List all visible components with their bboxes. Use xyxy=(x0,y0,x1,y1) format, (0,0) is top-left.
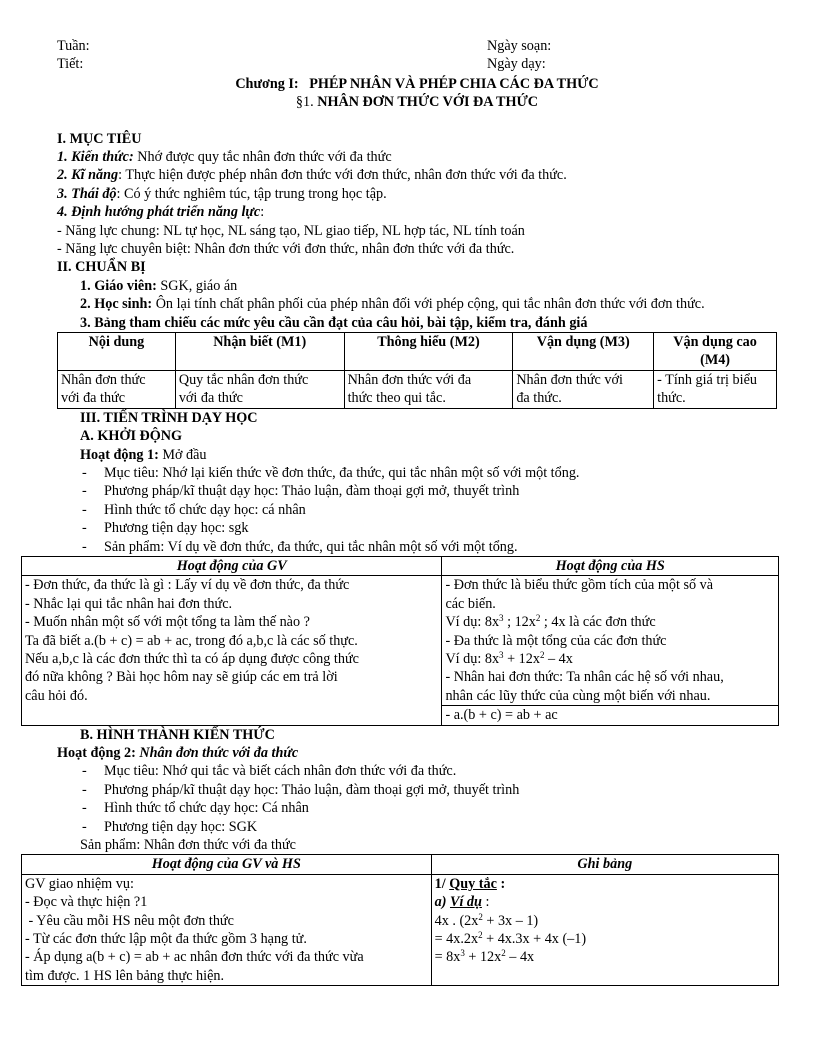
list-item-text: Hình thức tổ chức dạy học: Cá nhân xyxy=(104,800,309,817)
monomial-example xyxy=(445,613,775,631)
teacher-label: 1. Giáo viên: xyxy=(80,277,157,294)
math-text: Ví dụ: 8x xyxy=(445,614,500,631)
exponent: 2 xyxy=(478,930,483,941)
ref-table-title: 3. Bảng tham chiếu các mức yêu cầu cần đạt của câu hỏi, bài tập, kiểm tra, đánh giá xyxy=(80,314,588,331)
cell-line: - Đơn thức là biểu thức gồm tích của một số và xyxy=(445,577,713,594)
table-header-cell: Hoạt động của GV xyxy=(22,556,442,575)
reference-table xyxy=(57,332,777,409)
table-header-cell: Thông hiểu (M2) xyxy=(344,333,513,371)
table-cell xyxy=(22,874,432,985)
chapter-prefix: Chương I: xyxy=(235,75,299,92)
objectives-heading: I. MỤC TIÊU xyxy=(57,130,142,147)
example-letter: a) xyxy=(434,894,450,911)
cell-line: - Yêu cầu mỗi HS nêu một đơn thức xyxy=(25,912,234,929)
competence-label: 4. Định hướng phát triển năng lực xyxy=(57,204,261,221)
chapter-title xyxy=(57,75,777,93)
cell-line: các biến. xyxy=(445,595,496,612)
math-text: = 8x xyxy=(434,949,461,966)
cell-line: - a.(b + c) = ab + ac xyxy=(445,707,558,724)
cell-line: - Nhân hai đơn thức: Ta nhân các hệ số với nhau, xyxy=(445,669,724,686)
lesson-name: NHÂN ĐƠN THỨC VỚI ĐA THỨC xyxy=(317,94,539,111)
activity-2-title xyxy=(57,744,777,762)
table-header-row xyxy=(22,556,779,575)
table-cell xyxy=(175,370,344,408)
attitude-label: 3. Thái độ xyxy=(57,185,117,202)
table-cell xyxy=(513,370,654,408)
table-header-row xyxy=(22,855,779,874)
list-item: - Phương tiện dạy học: SGK xyxy=(82,818,258,835)
math-text: + 12x xyxy=(464,949,502,966)
rule-heading xyxy=(435,875,775,893)
knowledge-label: 1. Kiến thức: xyxy=(57,149,134,165)
competence-text: : xyxy=(260,204,265,221)
table-row xyxy=(22,874,779,985)
list-item: - Phương tiện dạy học: sgk xyxy=(82,520,249,537)
table-cell xyxy=(344,370,513,408)
student-label: 2. Học sinh: xyxy=(80,296,153,313)
list-item-text: Phương pháp/kĩ thuật dạy học: Thảo luận, đàm thoại gợi mở, thuyết trình xyxy=(104,781,520,798)
activity-2-label: Hoạt động 2: xyxy=(57,745,136,761)
cell-line: - Nhắc lại qui tắc nhân hai đơn thức. xyxy=(25,595,233,612)
competence-general: - Năng lực chung: NL tự học, NL sáng tạo, NL giao tiếp, NL hợp tác, NL tính toán xyxy=(57,222,525,239)
math-line-3 xyxy=(435,948,775,966)
preparation-heading: II. CHUẨN BỊ xyxy=(57,259,146,276)
table-header-cell: Vận dụng cao (M4) xyxy=(654,333,777,371)
section-b-heading: B. HÌNH THÀNH KIẾN THỨC xyxy=(80,726,275,743)
table-cell xyxy=(654,370,777,408)
table-row xyxy=(58,370,777,408)
cell-line: đa thức. xyxy=(516,390,562,407)
list-item: - Hình thức tổ chức dạy học: Cá nhân xyxy=(82,800,309,817)
example-colon: : xyxy=(481,894,490,911)
knowledge-text: Nhớ được quy tắc nhân đơn thức với đa thức xyxy=(133,149,392,165)
math-text: – 4x xyxy=(544,650,573,667)
cell-line: Nếu a,b,c là các đơn thức thì ta có áp dụng được công thức xyxy=(25,650,359,667)
cell-line: nhân các lũy thức của cùng một biến với nhau. xyxy=(445,687,711,704)
lesson-title xyxy=(57,93,777,111)
cell-line: thức theo qui tắc. xyxy=(347,390,446,407)
cell-line: Quy tắc nhân đơn thức xyxy=(178,371,309,388)
list-item: - Mục tiêu: Nhớ lại kiến thức về đơn thức, đa thức, qui tắc nhân một số với một tổng. xyxy=(82,464,580,481)
table-header-cell: Nhận biết (M1) xyxy=(175,333,344,371)
math-text: Ví dụ: 8x xyxy=(445,650,500,667)
exponent: 2 xyxy=(535,613,541,624)
cell-line: với đa thức xyxy=(178,390,243,407)
table-cell xyxy=(58,370,176,408)
cell-line: - Đọc và thực hiện ?1 xyxy=(25,894,148,911)
example-label: Ví dụ xyxy=(449,894,482,911)
table-header-cell: Vận dụng (M3) xyxy=(513,333,654,371)
activity-1-title xyxy=(57,446,777,464)
skills-label: 2. Kĩ năng xyxy=(57,167,119,184)
process-heading: III. TIẾN TRÌNH DẠY HỌC xyxy=(80,409,258,426)
exponent: 2 xyxy=(539,649,545,660)
example-heading xyxy=(435,893,775,911)
rule-colon: : xyxy=(496,875,506,892)
math-line-2 xyxy=(435,930,775,948)
lesson-prefix: §1. xyxy=(295,94,314,111)
list-item-text: Phương tiện dạy học: sgk xyxy=(104,520,249,537)
math-text: + 12x xyxy=(503,650,540,667)
cell-line: - Từ các đơn thức lập một đa thức gồm 3 hạng tử. xyxy=(25,931,307,948)
header-row-2 xyxy=(57,56,777,74)
prep-date-label: Ngày soạn: xyxy=(487,38,552,54)
math-text: = 4x.2x xyxy=(434,931,479,948)
teacher-text: SGK, giáo án xyxy=(156,277,238,294)
rule-number: 1/ xyxy=(434,875,450,892)
math-text: + 4x.3x + 4x (–1) xyxy=(482,931,587,948)
table-cell xyxy=(442,576,779,725)
cell-line: Nhân đơn thức với xyxy=(516,371,623,388)
table-header-row xyxy=(58,333,777,371)
attitude-line xyxy=(57,185,777,203)
cell-line: Ta đã biết a.(b + c) = ab + ac, trong đó a,b,c là các số thực. xyxy=(25,632,358,649)
cell-line: - Muốn nhân một số với một tổng ta làm thế nào ? xyxy=(25,614,310,631)
math-text: ; 12x xyxy=(503,614,536,631)
cell-line: câu hỏi đó. xyxy=(25,687,88,704)
math-text: + 3x – 1) xyxy=(482,912,539,929)
list-item: - Phương pháp/kĩ thuật dạy học: Thảo luận, đàm thoại gợi mở, thuyết trình xyxy=(82,483,520,500)
student-line xyxy=(57,295,777,313)
exponent: 3 xyxy=(499,649,504,660)
list-item: - Hình thức tổ chức dạy học: cá nhân xyxy=(82,501,306,518)
math-text: – 4x xyxy=(505,949,535,966)
math-text: 4x . (2x xyxy=(434,912,479,929)
competence-specific: - Năng lực chuyên biệt: Nhân đơn thức với đơn thức, nhân đơn thức với đa thức. xyxy=(57,241,515,258)
table-cell xyxy=(22,576,442,725)
list-item-text: Mục tiêu: Nhớ lại kiến thức về đơn thức, đa thức, qui tắc nhân một số với một tổng. xyxy=(104,464,580,481)
list-item-text: Hình thức tổ chức dạy học: cá nhân xyxy=(104,501,306,518)
cell-line: Nhân đơn thức xyxy=(61,371,146,388)
cell-line: GV giao nhiệm vụ: xyxy=(25,875,134,892)
exponent: 3 xyxy=(460,948,465,959)
cell-line: - Tính giá trị biểu xyxy=(657,371,757,388)
knowledge-line xyxy=(57,148,777,166)
chapter-name: PHÉP NHÂN VÀ PHÉP CHIA CÁC ĐA THỨC xyxy=(309,75,599,92)
cell-line: - Áp dụng a(b + c) = ab + ac nhân đơn thức với đa thức vừa xyxy=(25,949,364,966)
table-cell xyxy=(431,874,778,985)
list-item: - Phương pháp/kĩ thuật dạy học: Thảo luận, đàm thoại gợi mở, thuyết trình xyxy=(82,781,520,798)
cell-line: - Đơn thức, đa thức là gì : Lấy ví dụ về đơn thức, đa thức xyxy=(25,577,350,594)
week-label: Tuần: xyxy=(57,38,90,54)
table-header-cell: Hoạt động của HS xyxy=(442,556,779,575)
cell-line: với đa thức xyxy=(61,390,126,407)
math-line-1 xyxy=(435,912,775,930)
product-line: Sản phẩm: Nhân đơn thức với đa thức xyxy=(80,837,296,854)
header-row-1 xyxy=(57,38,777,56)
student-text: Ôn lại tính chất phân phối của phép nhân đối với phép cộng, qui tắc nhân đơn thức với đơn thức. xyxy=(152,296,705,313)
activity-1-table xyxy=(21,556,779,726)
activity-1-label: Hoạt động 1: xyxy=(80,446,159,463)
activity-1-name: Mở đầu xyxy=(158,446,207,463)
list-item-text: Mục tiêu: Nhớ qui tắc và biết cách nhân đơn thức với đa thức. xyxy=(104,763,457,780)
attitude-text: : Có ý thức nghiêm túc, tập trung trong học tập. xyxy=(116,185,387,202)
list-item: - Mục tiêu: Nhớ qui tắc và biết cách nhân đơn thức với đa thức. xyxy=(82,763,457,780)
exponent: 2 xyxy=(501,948,506,959)
exponent: 3 xyxy=(499,613,504,624)
cell-line: thức. xyxy=(657,390,686,407)
table-row xyxy=(22,576,779,725)
competence-line xyxy=(57,203,777,221)
table-header-cell: Hoạt động của GV và HS xyxy=(22,855,432,874)
activity-2-name: Nhân đơn thức với đa thức xyxy=(135,745,299,761)
cell-line: - Đa thức là một tổng của các đơn thức xyxy=(445,632,667,649)
cell-line: Nhân đơn thức với đa xyxy=(347,371,472,388)
cell-line: tìm được. 1 HS lên bảng thực hiện. xyxy=(25,967,225,984)
table-header-cell: Ghi bảng xyxy=(431,855,778,874)
activity-2-table xyxy=(21,854,779,986)
exponent: 2 xyxy=(478,911,483,922)
table-header-cell: Nội dung xyxy=(58,333,176,371)
lesson-plan-page xyxy=(25,38,777,986)
skills-line xyxy=(57,166,777,184)
cell-line: đó nữa không ? Bài học hôm nay sẽ giúp các em trả lời xyxy=(25,669,338,686)
polynomial-example xyxy=(445,650,775,668)
rule-label: Quy tắc xyxy=(449,875,497,892)
period-label: Tiết: xyxy=(57,56,84,73)
math-text: ; 4x là các đơn thức xyxy=(540,614,656,631)
section-a-heading: A. KHỞI ĐỘNG xyxy=(80,428,183,445)
teacher-line xyxy=(57,277,777,295)
list-item-text: Sản phẩm: Ví dụ về đơn thức, đa thức, qui tắc nhân một số với một tổng. xyxy=(104,538,518,555)
list-item-text: Phương tiện dạy học: SGK xyxy=(104,818,258,835)
list-item: - Sản phẩm: Ví dụ về đơn thức, đa thức, qui tắc nhân một số với một tổng. xyxy=(82,538,518,555)
teach-date-label: Ngày dạy: xyxy=(487,56,546,73)
list-item-text: Phương pháp/kĩ thuật dạy học: Thảo luận, đàm thoại gợi mở, thuyết trình xyxy=(104,483,520,500)
skills-text: : Thực hiện được phép nhân đơn thức với đơn thức, nhân đơn thức với đa thức. xyxy=(118,167,567,184)
